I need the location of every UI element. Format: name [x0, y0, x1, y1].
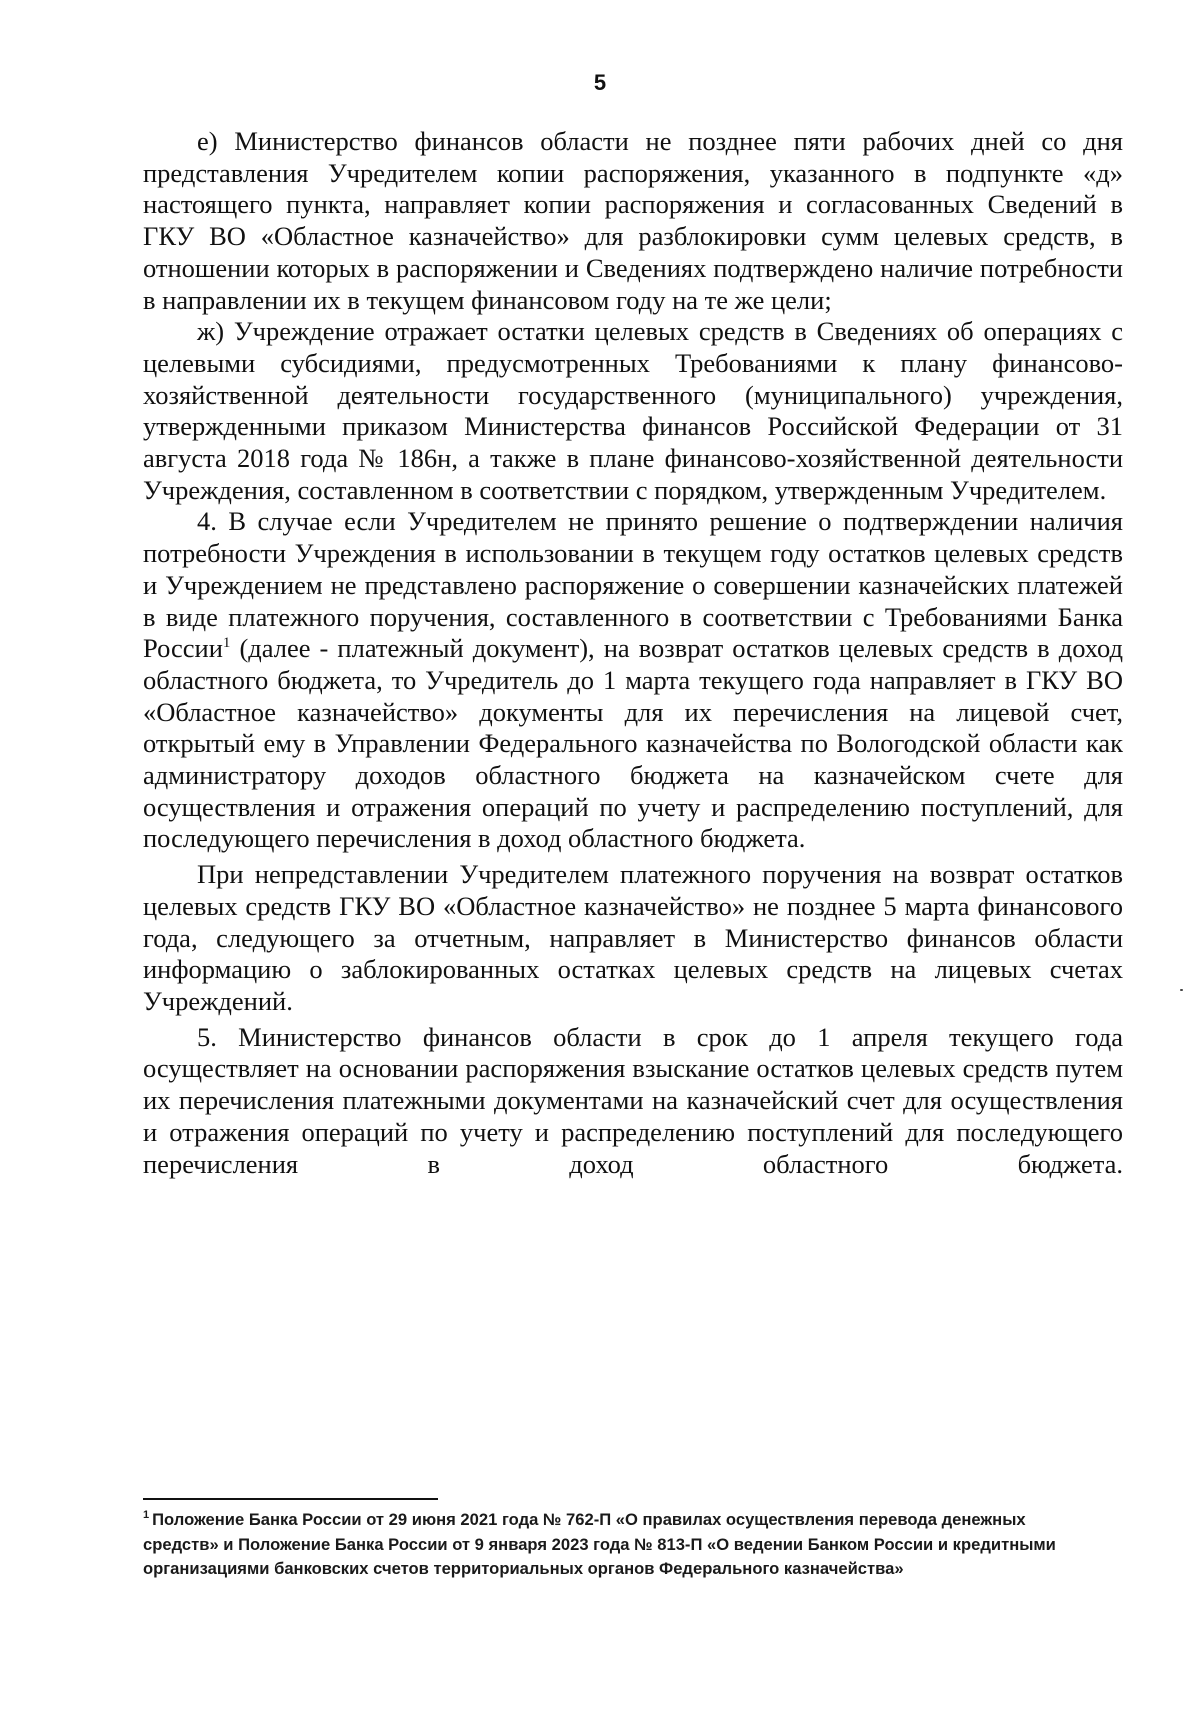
paragraph-item-4-part2: (далее - платежный документ), на возврат остатков целевых средств в доход областного бюджета, то Учредитель до 1 марта текущего года направляет в ГКУ ВО «Областное казначейство» документы для их перечисления на лицевой счет, открытый ему в Управлении Федерального казначейства по Вологодской области как администратору доходов областного бюджета на казначейском счете для осуществления и отражения операций по учету и распределению поступлений, для последующего перечисления в доход областного бюджета. [143, 633, 1123, 854]
footnote [143, 1508, 1103, 1582]
footnote-separator [143, 1498, 438, 1500]
footnote-mark: 1 [143, 1509, 150, 1522]
paragraph-item-4 [143, 506, 1123, 855]
scan-artifact [1180, 989, 1183, 991]
page-number: 5 [593, 70, 607, 95]
paragraph-subitem-zh: ж) Учреждение отражает остатки целевых средств в Сведениях об операциях с целевыми субсидиями, предусмотренных Требованиями к плану финансово-хозяйственной деятельности государственного (муниципального) учреждения, утвержденными приказом Министерства финансов Российской Федерации от 31 августа 2018 года № 186н, а также в плане финансово-хозяйственной деятельности Учреждения, составленном в соответствии с порядком, утвержденным Учредителем. [143, 316, 1123, 505]
paragraph-subitem-e: е) Министерство финансов области не позднее пяти рабочих дней со дня представления Учредителем копии распоряжения, указанного в подпункте «д» настоящего пункта, направляет копии распоряжения и согласованных Сведений в ГКУ ВО «Областное казначейство» для разблокировки сумм целевых средств, в отношении которых в распоряжении и Сведениях подтверждено наличие потребности в направлении их в текущем финансовом году на те же цели; [143, 126, 1123, 315]
document-body [143, 126, 1123, 1180]
paragraph-item-4-part1: 4. В случае если Учредителем не принято решение о подтверждении наличия потребности Учреждения в использовании в текущем году остатков целевых средств и Учреждением не представлено распоряжение о совершении казначейских платежей в виде платежного поручения, составленного в соответствии с Требованиями Банка России [143, 506, 1123, 664]
footnote-text: Положение Банка России от 29 июня 2021 года № 762-П «О правилах осуществления перевода денежных средств» и Положение Банка России от 9 января 2023 года № 813-П «О ведении Банком России и кредитными организациями банковских счетов территориальных органов Федерального казначейства» [143, 1510, 1056, 1578]
paragraph-item-5: 5. Министерство финансов области в срок до 1 апреля текущего года осуществляет на основании распоряжения взыскание остатков целевых средств путем их перечисления платежными документами на казначейский счет для осуществления и отражения операций по учету и распределению поступлений для последующего перечисления в доход областного бюджета. [143, 1021, 1123, 1179]
footnote-reference: 1 [222, 635, 231, 652]
paragraph-nonsubmission: При непредставлении Учредителем платежного поручения на возврат остатков целевых средств ГКУ ВО «Областное казначейство» не позднее 5 марта финансового года, следующего за отчетным, направляет в Министерство финансов области информацию о заблокированных остатках целевых средств на лицевых счетах Учреждений. [143, 859, 1123, 1016]
